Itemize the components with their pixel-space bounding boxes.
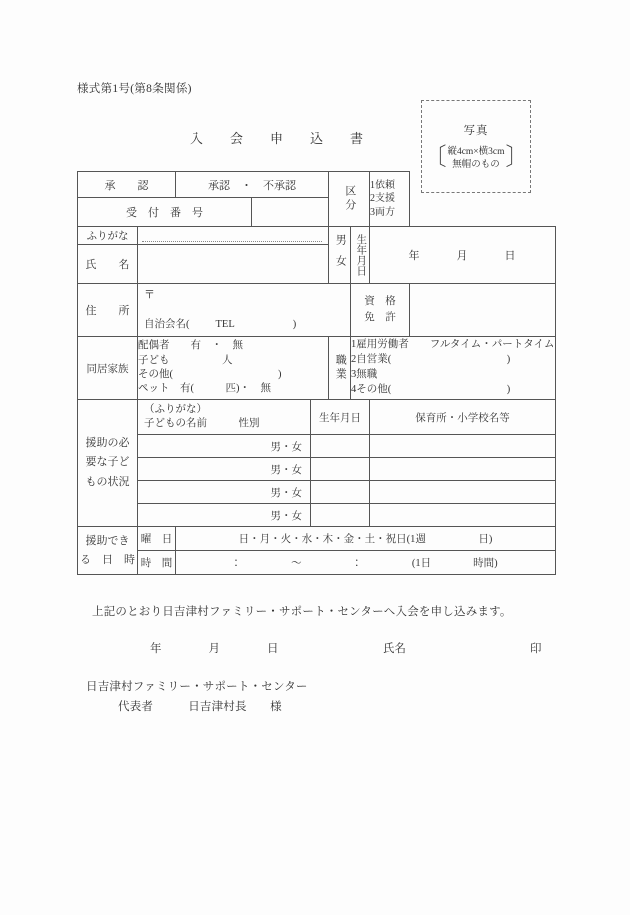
occupation-option-1[interactable]: 1雇用労働者 フルタイム・パートタイム: [351, 339, 555, 351]
center-name: 日吉津村ファミリー・サポート・センター: [86, 681, 308, 693]
child-name-gender-4[interactable]: 男・女: [138, 504, 311, 527]
receipt-label: 受 付 番 号: [78, 198, 252, 227]
child-birth-2[interactable]: [311, 458, 370, 481]
weekday-label: 曜 日: [138, 527, 176, 551]
children-section-label: 援助の必 要な子ど もの状況: [78, 400, 138, 527]
receipt-value[interactable]: [252, 198, 329, 227]
furigana-label: ふりがな: [78, 227, 138, 245]
application-statement: 上記のとおり日吉津村ファミリー・サポート・センターへ入会を申し込みます。: [92, 606, 512, 618]
address-input-space[interactable]: [144, 302, 344, 316]
photo-spec-size: 縦4cm×横3cm: [447, 146, 505, 157]
bracket-left-icon: 〔: [423, 142, 447, 170]
bracket-right-icon: 〕: [505, 142, 529, 170]
birthdate-value[interactable]: 年 月 日: [370, 227, 556, 284]
furigana-value[interactable]: [138, 227, 329, 245]
children-name-header: （ふりがな） 子どもの名前 性別: [138, 400, 311, 435]
name-label: 氏 名: [78, 245, 138, 284]
table-row-children-header: [78, 400, 556, 435]
occupation-label: 職業: [329, 337, 351, 400]
availability-label: 援助でき る 日 時: [78, 527, 138, 575]
seal-label[interactable]: 印: [530, 643, 542, 655]
time-label: 時 間: [138, 551, 176, 575]
photo-label: 写真: [463, 124, 489, 137]
page-title: 入 会 申 込 書: [189, 131, 370, 146]
form-number: 様式第1号(第8条関係): [77, 83, 192, 95]
table-row-household: [78, 337, 556, 400]
child-name-gender-3[interactable]: 男・女: [138, 481, 311, 504]
household-children[interactable]: 子ども 人: [138, 354, 233, 366]
address-value[interactable]: [138, 284, 351, 337]
approval-label: 承 認: [78, 172, 176, 198]
table-row-approval: [78, 172, 556, 198]
children-birth-header: 生年月日: [311, 400, 370, 435]
birthdate-label: 生年月日: [351, 227, 370, 284]
photo-area-spacer: [410, 172, 556, 227]
approval-value[interactable]: 承認 ・ 不承認: [176, 172, 329, 198]
category-options[interactable]: [370, 172, 410, 227]
table-row-child: [78, 435, 556, 458]
table-row-time: [78, 551, 556, 575]
household-others[interactable]: その他( ): [138, 369, 282, 380]
name-value[interactable]: [138, 245, 329, 284]
weekday-value[interactable]: 日・月・火・水・木・金・土・祝日(1週 日): [176, 527, 556, 551]
representative-line: 代表者 日吉津村長 様: [118, 701, 282, 713]
occupation-option-4[interactable]: 4その他( ): [351, 383, 511, 395]
children-school-header: 保育所・小学校名等: [370, 400, 556, 435]
license-value[interactable]: [410, 284, 556, 337]
address-label: 住 所: [78, 284, 138, 337]
category-option-2[interactable]: 2支援: [370, 193, 396, 205]
photo-spec: [423, 142, 529, 172]
postal-mark-icon: 〒: [144, 288, 155, 301]
occupation-option-2[interactable]: 2自営業( ): [351, 354, 511, 366]
license-label: 資 格 免 許: [351, 284, 410, 337]
child-birth-1[interactable]: [311, 435, 370, 458]
table-row-child: [78, 458, 556, 481]
household-items[interactable]: [138, 337, 329, 400]
category-label: 区分: [329, 172, 370, 227]
signature-name-label[interactable]: 氏名: [383, 643, 406, 655]
table-row-weekday: [78, 527, 556, 551]
table-row-furigana: [78, 227, 556, 245]
table-row-child: [78, 504, 556, 527]
signature-date[interactable]: 年 月 日: [150, 643, 279, 655]
application-table: [77, 171, 556, 575]
table-row-address: [78, 284, 556, 337]
household-pet[interactable]: ペット 有( 匹)・ 無: [138, 383, 271, 395]
association-line[interactable]: 自治会名( TEL ): [144, 319, 297, 331]
child-school-3[interactable]: [370, 481, 556, 504]
child-birth-4[interactable]: [311, 504, 370, 527]
table-row-child: [78, 481, 556, 504]
category-option-3[interactable]: 3両方: [370, 206, 396, 218]
child-school-1[interactable]: [370, 435, 556, 458]
child-name-gender-1[interactable]: 男・女: [138, 435, 311, 458]
photo-spec-hat: 無帽のもの: [452, 159, 500, 170]
household-spouse[interactable]: 配偶者 有 ・ 無: [138, 340, 243, 352]
household-label: 同居家族: [78, 337, 138, 400]
category-option-1[interactable]: 1依頼: [370, 179, 396, 191]
occupation-option-3[interactable]: 3無職: [351, 369, 378, 380]
child-birth-3[interactable]: [311, 481, 370, 504]
occupation-options[interactable]: [351, 337, 556, 400]
child-name-gender-2[interactable]: 男・女: [138, 458, 311, 481]
child-school-4[interactable]: [370, 504, 556, 527]
child-school-2[interactable]: [370, 458, 556, 481]
gender-label: 男女: [329, 227, 351, 284]
time-value[interactable]: ： ～ ： (1日 時間): [176, 551, 556, 575]
